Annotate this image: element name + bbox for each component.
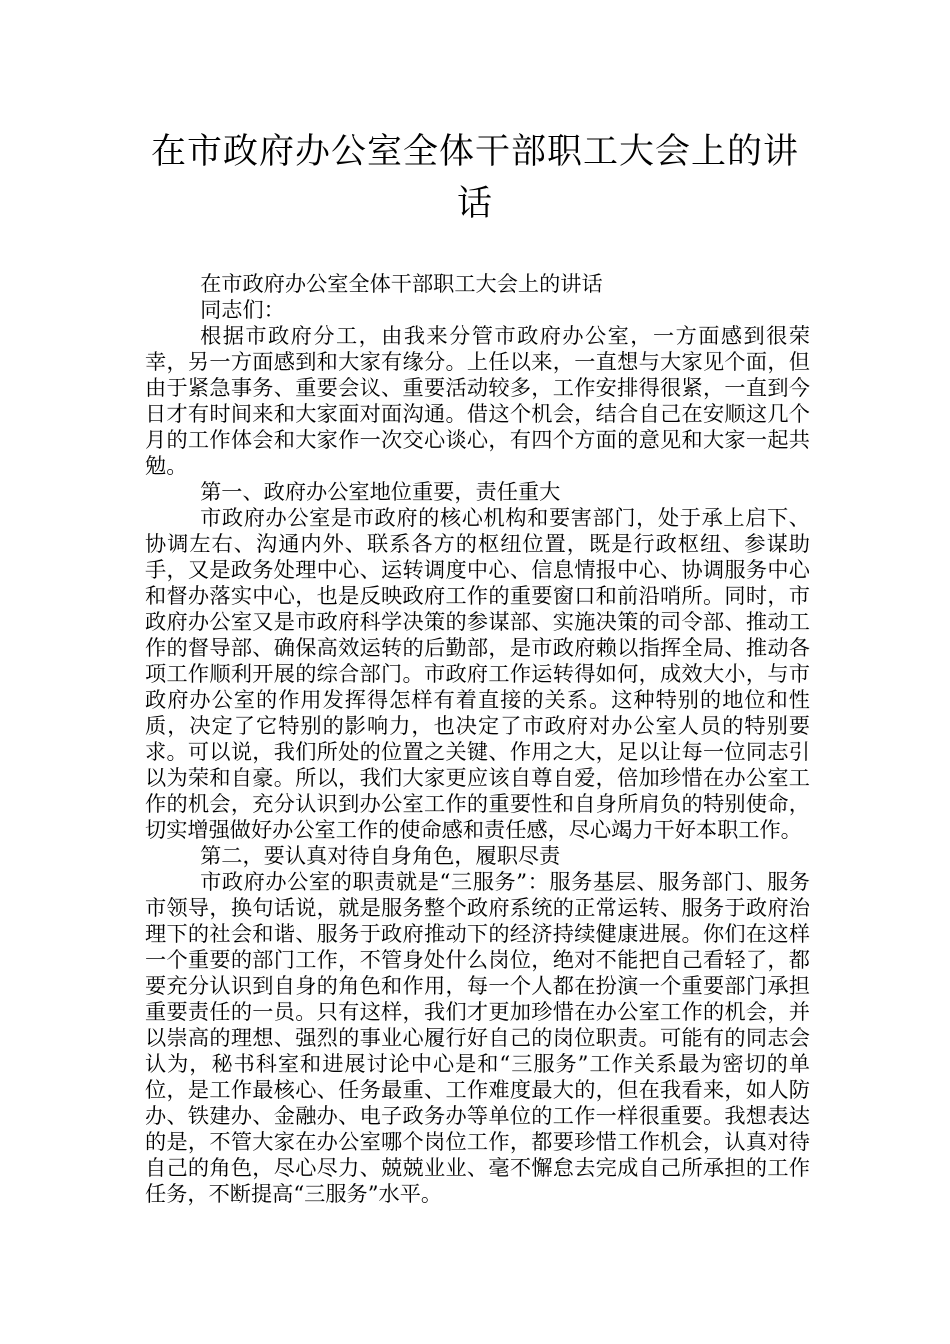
section-heading-1: 第一、政府办公室地位重要，责任重大	[200, 479, 561, 504]
section-heading-2: 第二，要认真对待自身角色，履职尽责	[200, 843, 561, 868]
body-heading-line: 在市政府办公室全体干部职工大会上的讲话	[200, 271, 603, 296]
salutation: 同志们：	[200, 297, 285, 322]
paragraph-intro: 根据市政府分工，由我来分管市政府办公室，一方面感到很荣幸，另一方面感到和大家有缘分。上任以来，一直想与大家见个面，但由于紧急事务、重要会议、重要活动较多，工作安排得很紧，一直到今日才有时间来和大家面对面沟通。借这个机会，结合自己在安顺这几个月的工作体会和大家作一次交心谈心，有四个方面的意见和大家一起共勉。	[145, 323, 810, 478]
paragraph-section-2: 市政府办公室的职责就是“三服务”：服务基层、服务部门、服务市领导，换句话说，就是服务整个政府系统的正常运转、服务于政府治理下的社会和谐、服务于政府推动下的经济持续健康进展。你们在这样一个重要的部门工作，不管身处什么岗位，绝对不能把自己看轻了，都要充分认识到自身的角色和作用，每一个人都在扮演一个重要部门承担重要责任的一员。只有这样，我们才更加珍惜在办公室工作的机会，并以崇高的理想、强烈的事业心履行好自己的岗位职责。可能有的同志会认为，秘书科室和进展讨论中心是和“三服务”工作关系最为密切的单位，是工作最核心、任务最重、工作难度最大的，但在我看来，如人防办、铁建办、金融办、电子政务办等单位的工作一样很重要。我想表达的是，不管大家在办公室哪个岗位工作，都要珍惜工作机会，认真对待自己的角色，尽心尽力、兢兢业业、毫不懈怠去完成自己所承担的工作任务，不断提高“三服务”水平。	[145, 869, 810, 1206]
document-title: 在市政府办公室全体干部职工大会上的讲话	[150, 132, 799, 224]
paragraph-section-1: 市政府办公室是市政府的核心机构和要害部门，处于承上启下、协调左右、沟通内外、联系各方的枢纽位置，既是行政枢纽、参谋助手，又是政务处理中心、运转调度中心、信息情报中心、协调服务中心和督办落实中心，也是反映政府工作的重要窗口和前沿哨所。同时，市政府办公室又是市政府科学决策的参谋部、实施决策的司令部、推动工作的督导部、确保高效运转的后勤部，是市政府赖以指挥全局、推动各项工作顺利开展的综合部门。市政府工作运转得如何，成效大小，与市政府办公室的作用发挥得怎样有着直接的关系。这种特别的地位和性质，决定了它特别的影响力，也决定了市政府对办公室人员的特别要求。可以说，我们所处的位置之关键、作用之大，足以让每一位同志引以为荣和自豪。所以，我们大家更应该自尊自爱，倍加珍惜在办公室工作的机会，充分认识到办公室工作的重要性和自身所肩负的特别使命，切实增强做好办公室工作的使命感和责任感，尽心竭力干好本职工作。	[145, 505, 810, 842]
document-body	[145, 271, 810, 1207]
